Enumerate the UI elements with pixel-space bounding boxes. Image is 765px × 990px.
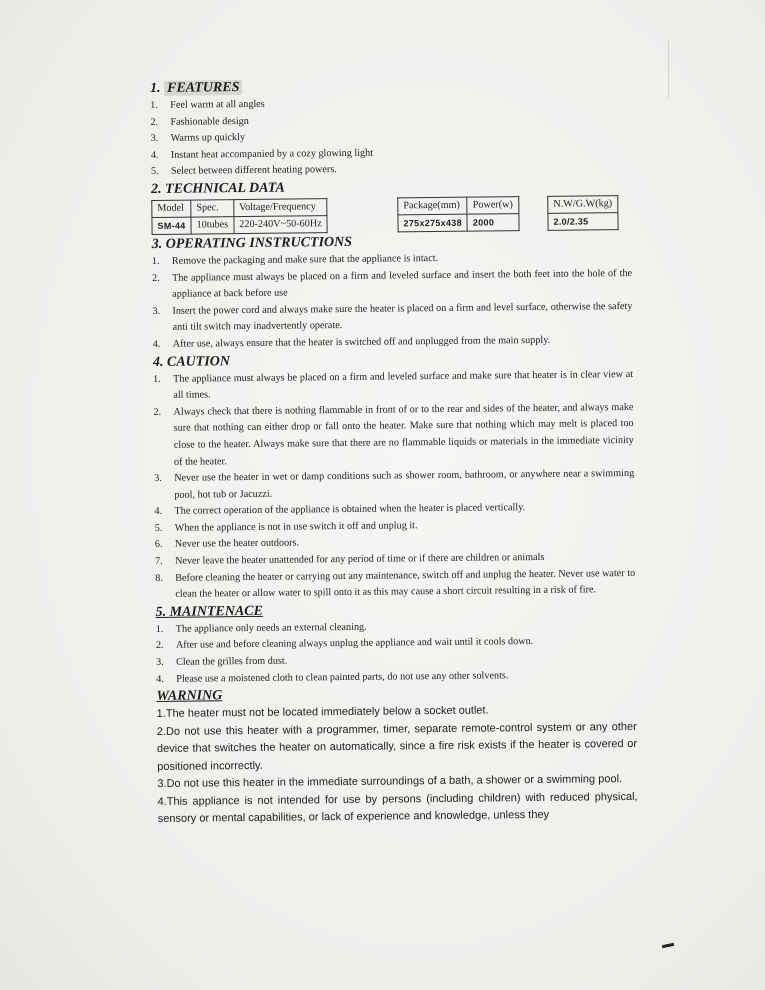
technical-data-heading: 2. TECHNICAL DATA: [151, 180, 285, 197]
list-item: 5. When the appliance is not in use switch it off and unplug it.: [154, 520, 418, 534]
list-item: 6. Never use the heater outdoors.: [154, 537, 300, 551]
list-item: 4. Instant heat accompanied by a cozy glowing light: [150, 147, 374, 161]
table-cell: 10tubes: [191, 217, 234, 234]
manual-content: [150, 75, 638, 829]
list-item: 3. Warms up quickly: [150, 132, 246, 145]
table-header-cell: Power(w): [467, 197, 518, 215]
warning-item: 2.Do not use this heater with a programmer, timer, separate remote-control system or any other device that switches the heater on automatically, since a fire risk exists if the heater is covered or positioned incorrectly.: [156, 720, 638, 773]
caution-section: [153, 348, 636, 603]
list-item: 3. Insert the power cord and always make sure the heater is placed on a firm and level surface, otherwise the safety anti tilt switch may inadvertently operate.: [152, 300, 633, 334]
list-item: 7. Never leave the heater unattended for any period of time or if there are children or animals: [154, 551, 545, 568]
list-item: 1. Feel warm at all angles: [150, 98, 265, 111]
warning-item: 3.Do not use this heater in the immediate surroundings of a bath, a shower or a swimming pool.: [157, 773, 623, 791]
table-header-cell: Voltage/Frequency: [233, 199, 327, 217]
table-row: [152, 199, 327, 218]
table-cell: SM-44: [152, 217, 191, 234]
warning-item: 1.The heater must not be located immediately below a socket outlet.: [156, 704, 489, 721]
list-item: 5. Select between different heating powers.: [150, 164, 337, 178]
page-edge-line: [668, 40, 669, 100]
list-item: 2. Always check that there is nothing flammable in front of or to the rear and sides of the heater, and always make sure that nothing can either drop or fall onto the heater. Make sure that nothing which may melt is placed too close to the heater. Always make sure that there are no flammable liquids or materials in the immediate vicinity of the heater.: [153, 401, 634, 468]
list-item: 1. The appliance must always be placed on a firm and leveled surface and make sure that heater is in clear view at all times.: [153, 368, 634, 401]
list-item: 1. Remove the packaging and make sure that the appliance is intact.: [151, 252, 439, 267]
technical-data-tables: [151, 195, 631, 236]
table-row: [398, 214, 519, 232]
weight-table: [547, 195, 618, 231]
technical-data-section: [151, 176, 632, 236]
operating-list: [152, 249, 633, 354]
maintenance-section: [155, 599, 636, 688]
table-header-cell: Spec.: [191, 200, 234, 217]
package-table: [397, 196, 519, 232]
table-row: [548, 196, 618, 214]
table-header-cell: N.W/G.W(kg): [548, 196, 618, 214]
table-cell: 220-240V~50-60Hz: [234, 216, 328, 234]
list-item: 4. The correct operation of the appliance is obtained when the heater is placed vertically.: [154, 502, 526, 518]
maintenance-heading: 5. MAINTENACE: [155, 603, 264, 620]
features-section: [150, 75, 631, 181]
warning-section: [156, 683, 637, 829]
list-item: 2. The appliance must always be placed on a firm and leveled surface and insert the both feet into the hole of the appliance at back before use: [152, 267, 633, 300]
table-cell: 2000: [467, 214, 518, 232]
table-header-cell: Model: [152, 200, 191, 217]
warning-heading: WARNING: [156, 688, 223, 705]
operating-section: [152, 231, 633, 354]
list-item: 4. Please use a moistened cloth to clean painted parts, do not use any other solvents.: [156, 669, 509, 685]
features-list: [150, 93, 631, 181]
list-item: 4. After use, always ensure that the heater is switched off and unplugged from the main supply.: [152, 334, 551, 350]
list-item: 2. Fashionable design: [150, 115, 249, 128]
page-corner-mark: [662, 943, 674, 948]
caution-heading: 4. CAUTION: [152, 353, 231, 370]
list-item: 1. The appliance only needs an external cleaning.: [155, 621, 367, 635]
table-row: [548, 213, 618, 231]
list-item: 2. After use and before cleaning always unplug the appliance and wait until it cools down.: [155, 636, 534, 652]
features-number: 1.: [150, 80, 161, 96]
maintenance-list: [156, 617, 637, 688]
table-header-cell: Package(mm): [398, 197, 468, 215]
table-row: [152, 216, 327, 235]
operating-heading: 3. OPERATING INSTRUCTIONS: [151, 234, 353, 252]
list-item: 3. Clean the grilles from dust.: [156, 655, 288, 668]
features-title: FEATURES: [164, 80, 243, 96]
list-item: 8. Before cleaning the heater or carrying out any maintenance, switch off and unplug the heater. Never use water to clean the heater or allow water to spill onto it as this may cause a short circuit resulting in a risk of fire.: [155, 567, 636, 601]
spec-table: [151, 198, 328, 235]
caution-list: [153, 366, 635, 603]
table-row: [398, 197, 519, 215]
warning-item: 4.This appliance is not intended for use by persons (including children) with reduced physical, sensory or mental capabilities, or lack of experience and knowledge, unless they: [157, 790, 638, 826]
list-item: 3. Never use the heater in wet or damp conditions such as shower room, bathroom, or anywhere near a swimming pool, hot tub or Jacuzzi.: [154, 468, 635, 501]
table-cell: 2.0/2.35: [548, 213, 618, 231]
table-cell: 275x275x438: [398, 214, 468, 232]
